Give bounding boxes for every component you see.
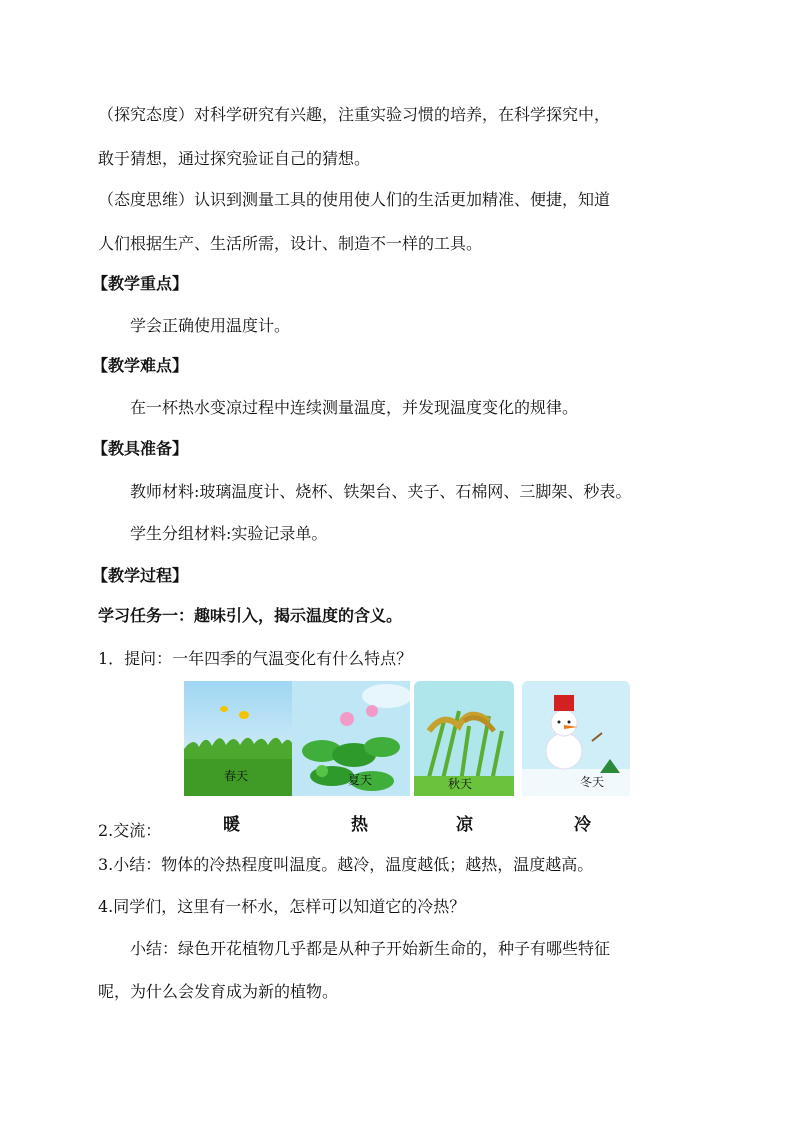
focus-heading: 【教学重点】 bbox=[92, 274, 189, 293]
season-label-autumn: 秋天 bbox=[448, 777, 473, 791]
difficulty-text: 在一杯热水变凉过程中连续测量温度，并发现温度变化的规律。 bbox=[130, 398, 579, 417]
spring-image bbox=[184, 681, 292, 796]
season-word-autumn: 凉 bbox=[456, 815, 473, 835]
summary-line-1: 小结：绿色开花植物几乎都是从种子开始新生命的，种子有哪些特征 bbox=[130, 939, 611, 958]
materials-heading: 【教具准备】 bbox=[92, 439, 189, 458]
objective-line-2: 敢于猜想，通过探究验证自己的猜想。 bbox=[98, 149, 371, 168]
season-word-winter: 冷 bbox=[574, 815, 591, 835]
summary-line-2: 呢，为什么会发育成为新的植物。 bbox=[98, 982, 339, 1001]
season-word-summer: 热 bbox=[351, 815, 368, 835]
focus-text: 学会正确使用温度计。 bbox=[130, 316, 291, 335]
question-2: 2.交流： bbox=[98, 821, 162, 840]
question-4: 4.同学们，这里有一杯水，怎样可以知道它的冷热？ bbox=[98, 897, 466, 916]
question-3: 3.小结：物体的冷热程度叫温度。越冷，温度越低；越热，温度越高。 bbox=[98, 855, 594, 874]
seasons-image-strip bbox=[184, 681, 634, 796]
summer-image bbox=[292, 681, 410, 796]
objective-line-3: （态度思维）认识到测量工具的使用使人们的生活更加精准、便捷，知道 bbox=[98, 190, 611, 209]
materials-student: 学生分组材料:实验记录单。 bbox=[130, 524, 328, 543]
process-heading: 【教学过程】 bbox=[92, 566, 189, 585]
objective-line-4: 人们根据生产、生活所需，设计、制造不一样的工具。 bbox=[98, 234, 483, 253]
objective-line-1: （探究态度）对科学研究有兴趣，注重实验习惯的培养，在科学探究中， bbox=[98, 105, 611, 124]
season-word-spring: 暖 bbox=[223, 815, 240, 835]
autumn-image bbox=[414, 681, 514, 796]
season-label-summer: 夏天 bbox=[348, 773, 373, 787]
materials-teacher: 教师材料:玻璃温度计、烧杯、铁架台、夹子、石棉网、三脚架、秒表。 bbox=[130, 482, 632, 501]
difficulty-heading: 【教学难点】 bbox=[92, 356, 189, 375]
question-1: 1．提问：一年四季的气温变化有什么特点？ bbox=[98, 649, 413, 668]
task1-title: 学习任务一：趣味引入，揭示温度的含义。 bbox=[98, 606, 403, 625]
winter-image bbox=[522, 681, 630, 796]
season-label-spring: 春天 bbox=[224, 769, 249, 783]
season-label-winter: 冬天 bbox=[580, 775, 605, 789]
